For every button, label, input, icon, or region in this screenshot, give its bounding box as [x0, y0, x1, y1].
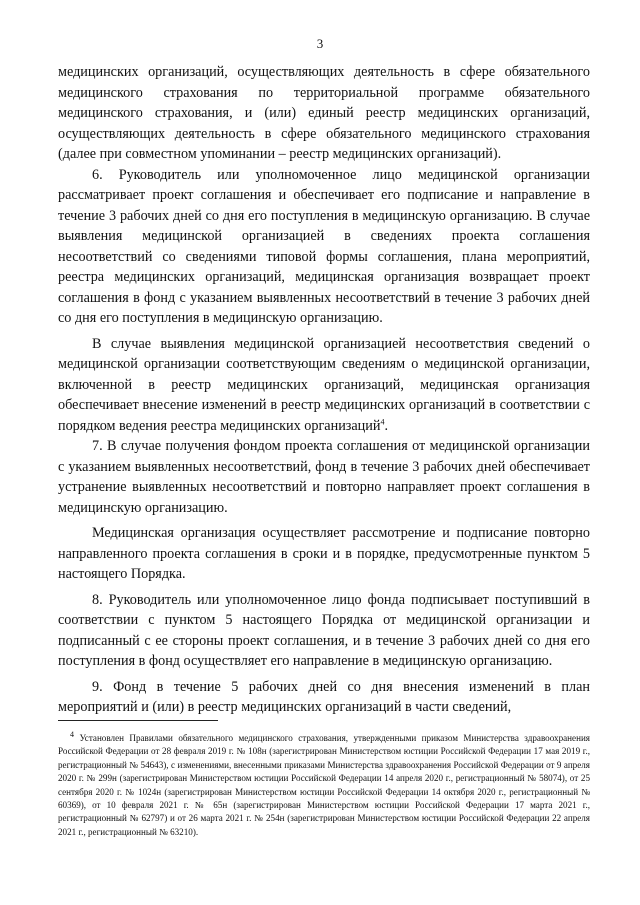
- paragraph-item-6-note: [58, 334, 590, 437]
- paragraph-item-8: 8. Руководитель или уполномоченное лицо фонда подписывает поступивший в соответствии с пунктом 5 настоящего Порядка от медицинской организации и подписанный с ее стороны проект соглашения, и в течение 3 рабочих дней со дня его поступления в фонд осуществляет его направление в медицинскую организацию.: [58, 591, 590, 669]
- paragraph-text: В случае выявления медицинской организацией несоответствия сведений о медицинской организации соответствующим сведениям о медицинской организации, включенной в реестр медицинских организаций, медицинская организация обеспечивает внесение изменений в реестр медицинских организаций в соответствии с порядком ведения реестра медицинских организаций: [58, 335, 590, 434]
- paragraph-item-7-note: Медицинская организация осуществляет рассмотрение и подписание повторно направленного проекта соглашения в сроки и в порядке, предусмотренные пунктом 5 настоящего Порядка.: [58, 525, 590, 582]
- footnote: [58, 729, 590, 839]
- paragraph-item-6: 6. Руководитель или уполномоченное лицо медицинской организации рассматривает проект соглашения и обеспечивает его подписание и направление в течение 3 рабочих дней со дня его поступления в медицинскую организацию. В случае выявления медицинской организацией в сведениях проекта соглашения несоответствий со сведениями типовой формы соглашения, плана мероприятий, реестра медицинских организаций, медицинская организация возвращает проект соглашения в фонд с указанием выявленных несоответствий в течение 3 рабочих дней со дня его поступления в медицинскую организацию.: [58, 166, 590, 326]
- page-number: 3: [316, 36, 324, 51]
- footnote-reference-suffix: .: [384, 417, 389, 434]
- paragraph-item-9: 9. Фонд в течение 5 рабочих дней со дня внесения изменений в план мероприятий и (или) в реестр медицинских организаций в части сведений,: [58, 678, 590, 715]
- footnote-text: Установлен Правилами обязательного медицинского страхования, утвержденными приказом Министерства здравоохранения Российской Федерации от 28 февраля 2019 г. № 108н (зарегистрирован Министерством юстиции Российской Федерации 17 мая 2019 г., регистрационный № 54643), с изменениями, внесенными приказами Министерства здравоохранения Российской Федерации от 9 апреля 2020 г. № 299н (зарегистрирован Министерством юстиции Российской Федерации 14 апреля 2020 г., регистрационный № 58074), от 25 сентября 2020 г. № 1024н (зарегистрирован Министерством юстиции Российской Федерации 14 октября 2020 г., регистрационный № 60369), от 10 февраля 2021 г. № 65н (зарегистрирован Министерством юстиции Российской Федерации 17 марта 2021 г., регистрационный № 62797) и от 26 марта 2021 г. № 254н (зарегистрирован Министерством юстиции Российской Федерации 22 апреля 2021 г., регистрационный № 63210).: [58, 733, 590, 837]
- paragraph-continuation: медицинских организаций, осуществляющих деятельность в сфере обязательного медицинского страхования по территориальной программе обязательного медицинского страхования, и (или) единый реестр медицинских организаций, осуществляющих деятельность в сфере обязательного медицинского страхования (далее при совместном упоминании – реестр медицинских организаций).: [58, 64, 590, 162]
- footnote-divider: [58, 720, 218, 721]
- footnote-reference[interactable]: 4: [380, 416, 385, 426]
- footnote-number: 4: [70, 729, 74, 739]
- body-text: [58, 62, 590, 718]
- paragraph-item-7: 7. В случае получения фондом проекта соглашения от медицинской организации с указанием выявленных несоответствий, фонд в течение 3 рабочих дней обеспечивает устранение выявленных несоответствий и повторно направляет проект соглашения в медицинскую организацию.: [58, 438, 590, 516]
- footnote-text-block: [58, 729, 590, 839]
